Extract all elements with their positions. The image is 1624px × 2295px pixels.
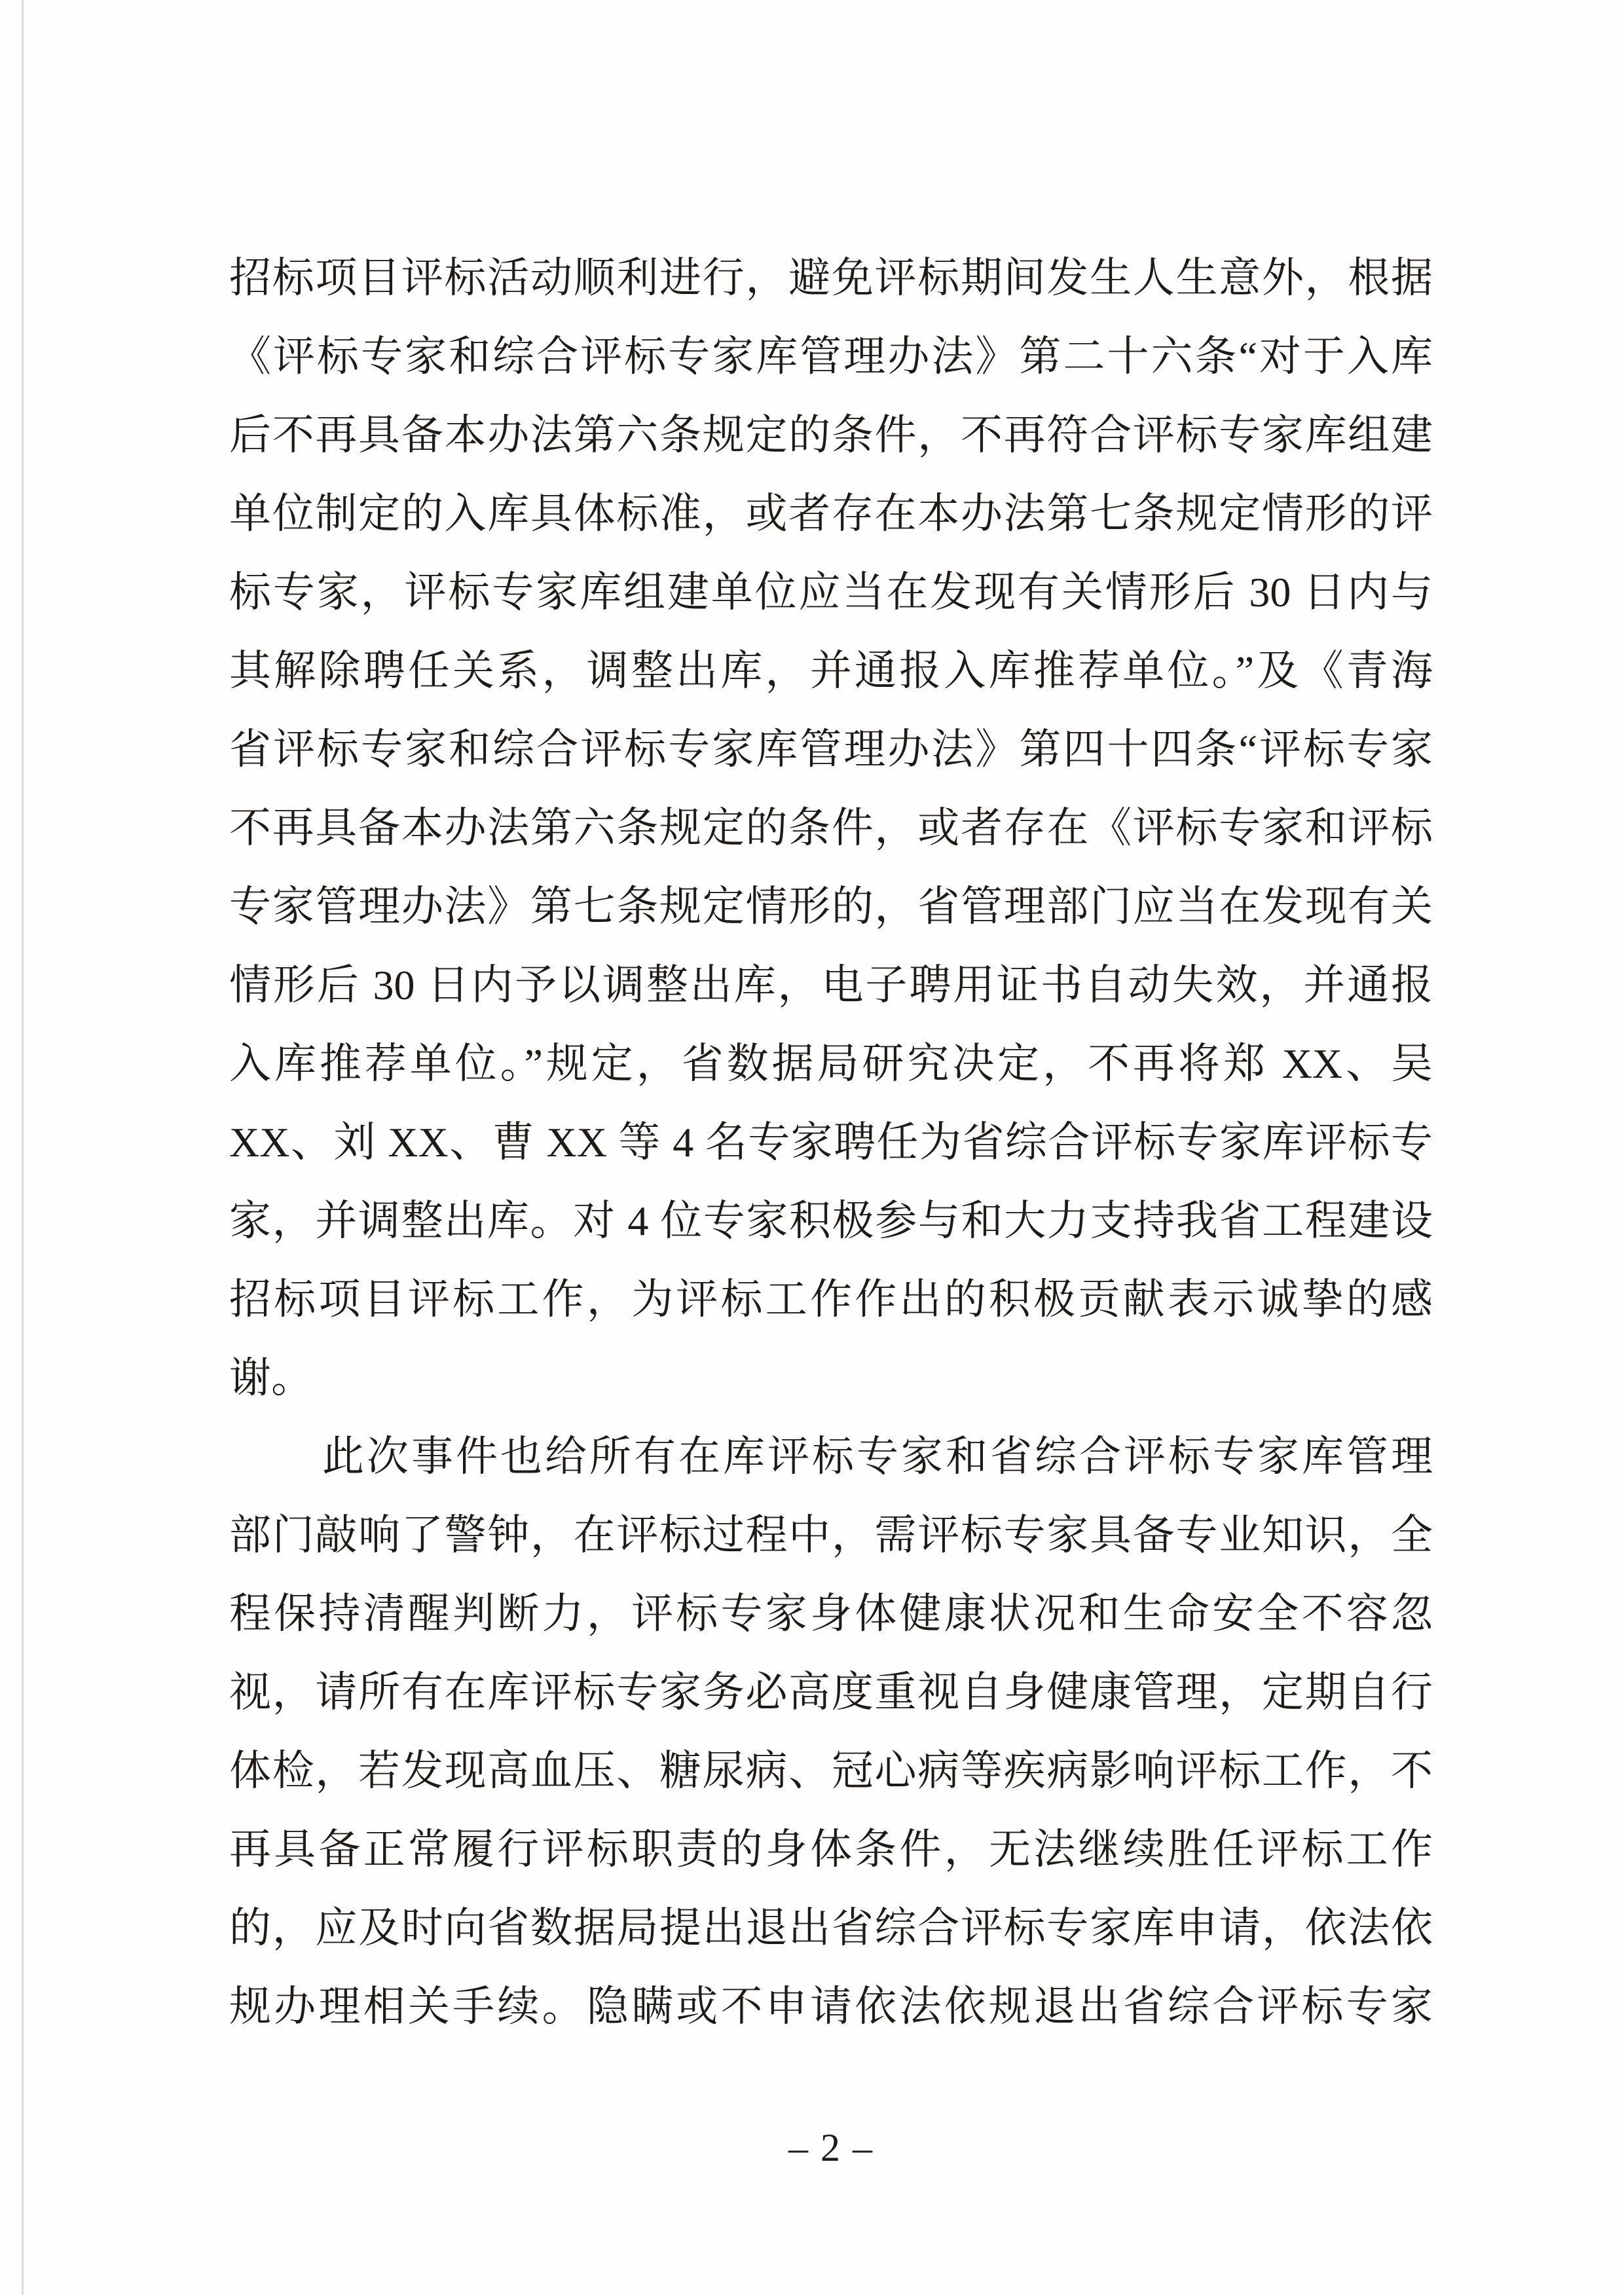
page-footer xyxy=(229,2118,1433,2177)
text-line: 专家管理办法》第七条规定情形的，省管理部门应当在发现有关 xyxy=(229,883,1433,930)
text-line: 入库推荐单位。”规定，省数据局研究决定，不再将郑 XX、吴 xyxy=(229,1040,1433,1087)
scan-edge-artifact xyxy=(22,0,24,2295)
text-line: 体检，若发现高血压、糖尿病、冠心病等疾病影响评标工作，不 xyxy=(229,1748,1433,1794)
text-line-paragraph-start: 此次事件也给所有在库评标专家和省综合评标专家库管理 xyxy=(322,1433,1433,1480)
text-line: 部门敲响了警钟，在评标过程中，需评标专家具备专业知识，全 xyxy=(229,1512,1433,1558)
text-line: 规办理相关手续。隐瞒或不申请依法依规退出省综合评标专家 xyxy=(229,1983,1433,2030)
text-line: XX、刘 XX、曹 XX 等 4 名专家聘任为省综合评标专家库评标专 xyxy=(229,1119,1433,1166)
text-line: 家，并调整出库。对 4 位专家积极参与和大力支持我省工程建设 xyxy=(229,1198,1433,1244)
text-line-paragraph-end: 谢。 xyxy=(229,1355,313,1401)
text-line: 《评标专家和综合评标专家库管理办法》第二十六条“对于入库 xyxy=(229,333,1433,380)
text-line: 省评标专家和综合评标专家库管理办法》第四十四条“评标专家 xyxy=(229,726,1433,773)
text-line: 再具备正常履行评标职责的身体条件，无法继续胜任评标工作 xyxy=(229,1826,1433,1873)
page-number: – 2 – xyxy=(788,2126,874,2169)
text-line: 后不再具备本办法第六条规定的条件，不再符合评标专家库组建 xyxy=(229,412,1433,458)
text-line: 的，应及时向省数据局提出退出省综合评标专家库申请，依法依 xyxy=(229,1905,1433,1951)
text-line: 情形后 30 日内予以调整出库，电子聘用证书自动失效，并通报 xyxy=(229,962,1433,1008)
text-line: 不再具备本办法第六条规定的条件，或者存在《评标专家和评标 xyxy=(229,805,1433,851)
document-body xyxy=(229,239,1433,2046)
text-line: 单位制定的入库具体标准，或者存在本办法第七条规定情形的评 xyxy=(229,490,1433,537)
text-line: 视，请所有在库评标专家务必高度重视自身健康管理，定期自行 xyxy=(229,1669,1433,1716)
text-line: 标专家，评标专家库组建单位应当在发现有关情形后 30 日内与 xyxy=(229,569,1433,615)
text-line: 其解除聘任关系，调整出库，并通报入库推荐单位。”及《青海 xyxy=(229,648,1433,694)
text-line: 招标项目评标活动顺利进行，避免评标期间发生人生意外，根据 xyxy=(229,255,1433,301)
text-line: 招标项目评标工作，为评标工作作出的积极贡献表示诚挚的感 xyxy=(229,1276,1433,1323)
text-line: 程保持清醒判断力，评标专家身体健康状况和生命安全不容忽 xyxy=(229,1590,1433,1637)
